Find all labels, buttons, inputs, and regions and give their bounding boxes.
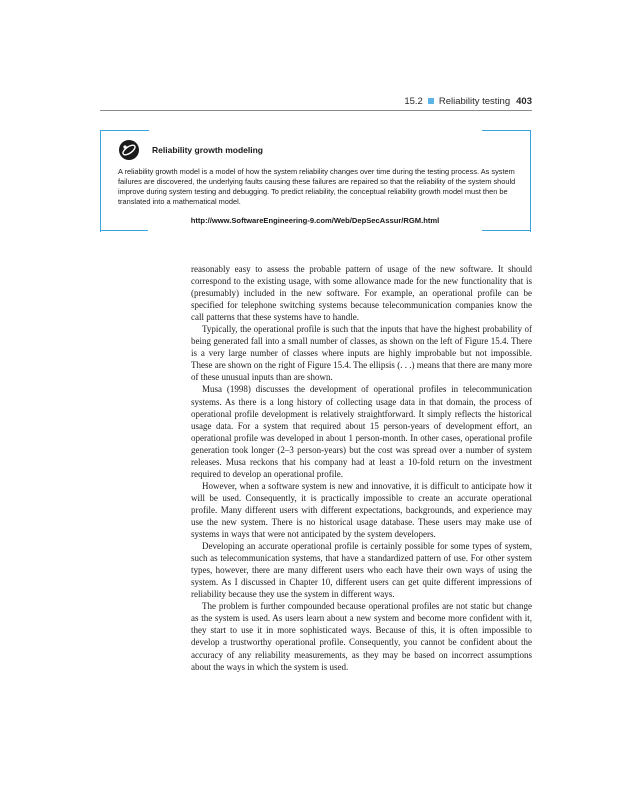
web-link-icon — [118, 139, 140, 161]
web-box-text: A reliability growth model is a model of how the system reliability changes over time during the testing process. As system failures are discovered, the underlying faults causing these failures are repaired so that the reliability of the system should improve during system testing and debugging. To predict reliability, the conceptual reliability growth model must then be translated into a mathematical model. — [118, 167, 516, 206]
web-box-frame-left-bottom — [100, 230, 148, 231]
web-box-frame-right-bottom — [482, 230, 530, 231]
web-box-link[interactable]: http://www.SoftwareEngineering-9.com/Web/DepSecAssur/RGM.html — [190, 216, 440, 225]
header-separator — [428, 98, 434, 104]
running-header — [100, 96, 532, 110]
page-number: 403 — [516, 96, 532, 107]
body-text — [191, 263, 532, 673]
paragraph: Typically, the operational profile is such that the inputs that have the highest probability of being generated fall into a small number of classes, as shown on the left of Figure 15.4. There is a very large number of classes where inputs are highly improbable but not impossible. These are shown on the right of Figure 15.4. The ellipsis (. . .) means that there are many more of these unusual inputs than are shown. — [191, 324, 532, 383]
header-rule — [100, 110, 532, 111]
section-title: Reliability testing — [438, 96, 511, 107]
paragraph: Musa (1998) discusses the development of operational profiles in telecommunication systems. As there is a long history of collecting usage data in that domain, the process of operational profile development is relatively straightforward. It simply reflects the historical usage data. For a system that required about 15 person-years of development effort, an operational profile was developed in about 1 person-month. In other cases, operational profile generation took longer (2–3 person-years) but the cost was spread over a number of system releases. Musa reckons that his company had at least a 10-fold return on the investment required to develop an operational profile. — [191, 384, 532, 479]
section-number: 15.2 — [404, 96, 423, 107]
web-box-title: Reliability growth modeling — [152, 145, 263, 155]
paragraph: reasonably easy to assess the probable pattern of usage of the new software. It should correspond to the existing usage, with some allowance made for the new functionality that is (presumably) included in the new software. For example, an operational profile can be specified for telephone switching systems because telecommunication companies know the call patterns that these systems have to handle. — [191, 264, 532, 323]
paragraph: Developing an accurate operational profile is certainly possible for some types of system, such as telecommunication systems, that have a standardized pattern of use. For other system types, however, there are many different users who each have their own ways of using the system. As I discussed in Chapter 10, different users can get quite different impressions of reliability because they use the system in different ways. — [191, 541, 532, 600]
paragraph: However, when a software system is new and innovative, it is difficult to anticipate how it will be used. Consequently, it is practically impossible to create an accurate operational profile. Many different users with different expectations, backgrounds, and experience may use the new system. There is no historical usage database. These users may make use of systems in ways that were not anticipated by the system developers. — [191, 480, 532, 540]
paragraph: The problem is further compounded because operational profiles are not static but change as the system is used. As users learn about a new system and become more confident with it, they start to use it in more sophisticated ways. Because of this, it is often impossible to develop a trustworthy operational profile. Consequently, you cannot be confident about the accuracy of any reliability measurements, as they may be based on incorrect assumptions about the ways in which the system is used. — [191, 601, 532, 672]
